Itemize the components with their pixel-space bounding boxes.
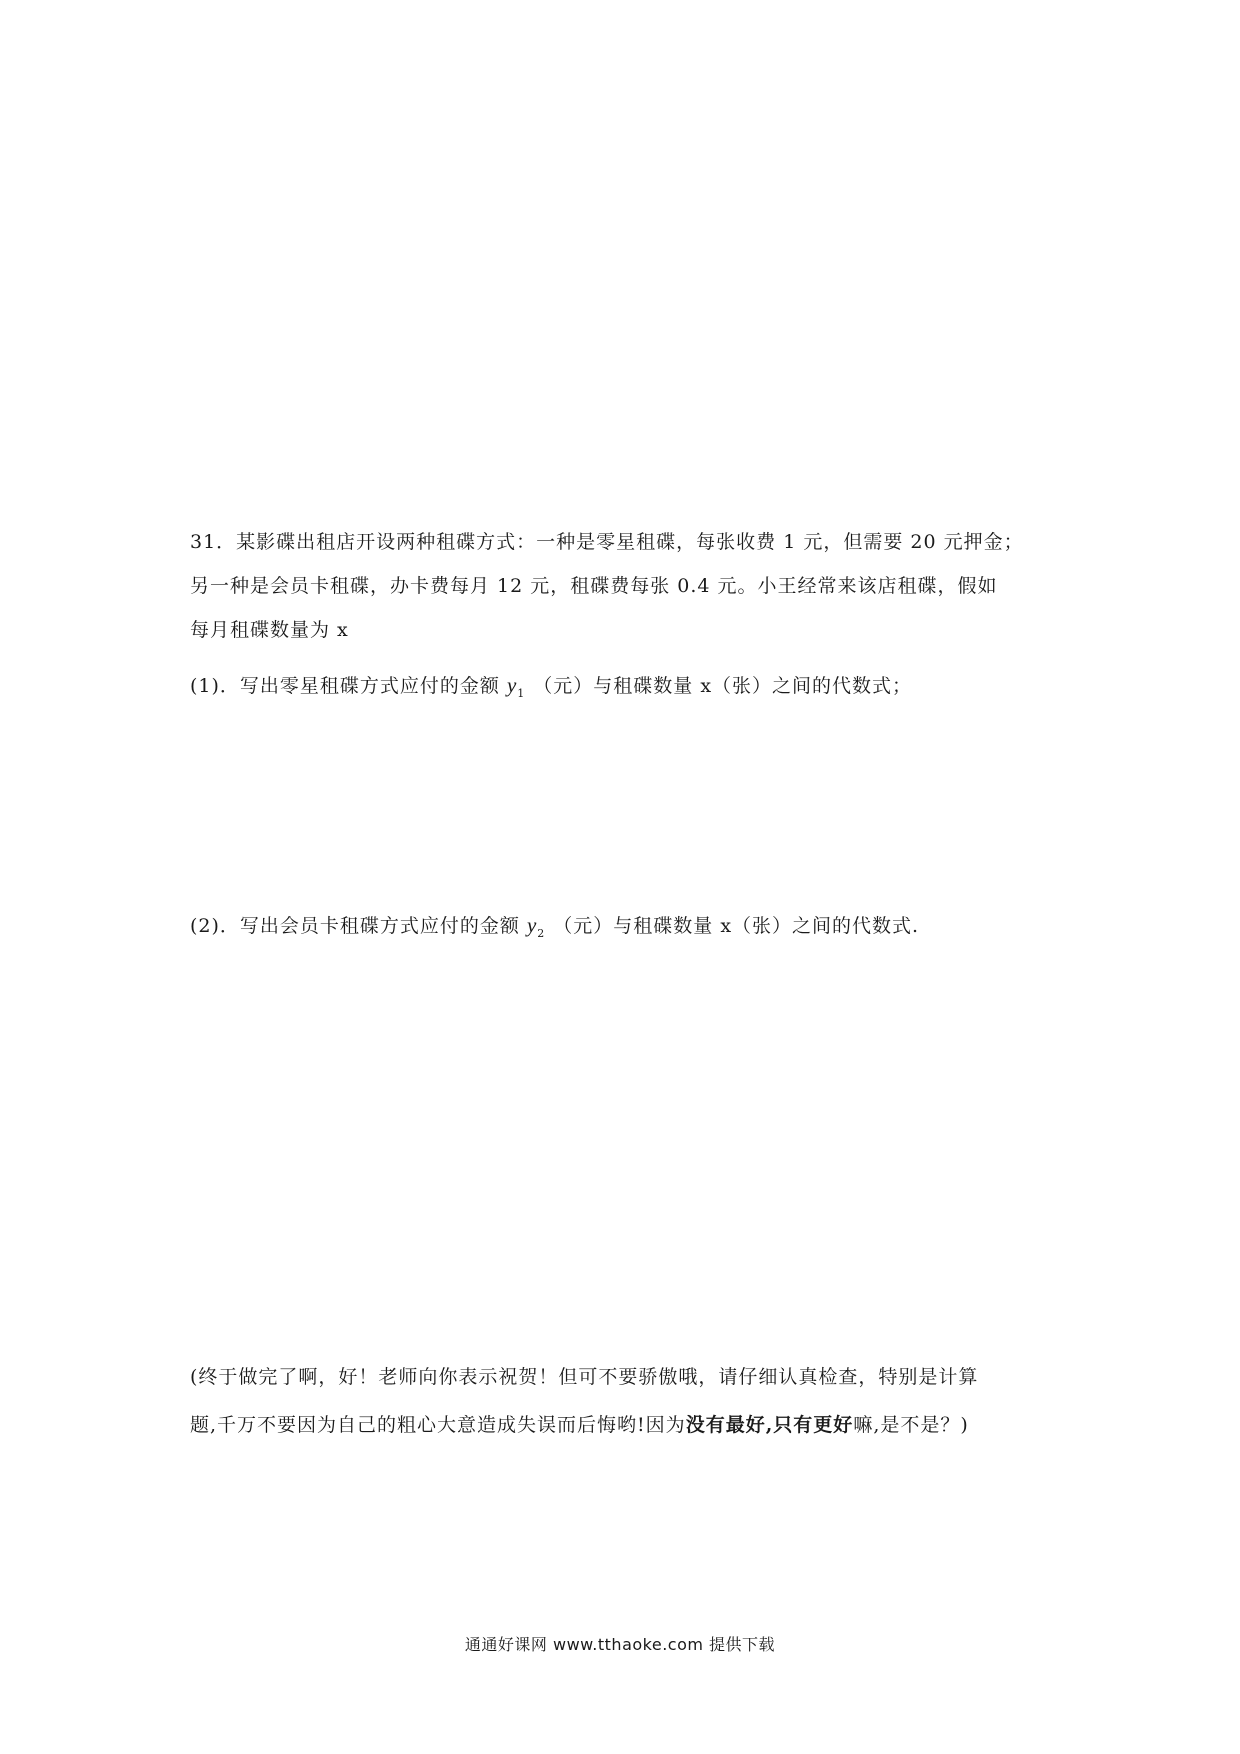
question-2-prefix: (2)．写出会员卡租碟方式应付的金额 [190, 915, 527, 937]
question-1 [190, 673, 912, 701]
question-1-prefix: (1)．写出零星租碟方式应付的金额 [190, 675, 507, 697]
problem-stem-line-1: 31．某影碟出租店开设两种租碟方式：一种是零星租碟，每张收费 1 元，但需要 20 元押金； [190, 531, 1024, 553]
closing-line-2 [190, 1413, 969, 1437]
question-2-suffix: （元）与租碟数量 x（张）之间的代数式. [553, 915, 920, 937]
problem-stem-line-2: 另一种是会员卡租碟，办卡费每月 12 元，租碟费每张 0.4 元。小王经常来该店租碟，假如 [190, 575, 998, 597]
question-2 [190, 913, 919, 941]
closing-emphasis: 没有最好,只有更好 [685, 1414, 854, 1436]
problem-stem-line-3: 每月租碟数量为 x [190, 619, 349, 641]
question-1-variable: y [506, 673, 518, 697]
question-1-subscript: 1 [517, 687, 526, 700]
closing-line-2-start: 题,千万不要因为自己的粗心大意造成失误而后悔哟!因为 [190, 1414, 686, 1436]
closing-line-1: (终于做完了啊，好！老师向你表示祝贺！但可不要骄傲哦，请仔细认真检查，特别是计算 [190, 1366, 979, 1388]
question-2-variable: y [526, 913, 538, 937]
question-2-subscript: 2 [537, 927, 546, 940]
question-1-suffix: （元）与租碟数量 x（张）之间的代数式； [533, 675, 913, 697]
closing-line-2-end: 嘛,是不是？) [853, 1414, 969, 1436]
footer-credit: 通通好课网 www.tthaoke.com 提供下载 [464, 1635, 776, 1654]
